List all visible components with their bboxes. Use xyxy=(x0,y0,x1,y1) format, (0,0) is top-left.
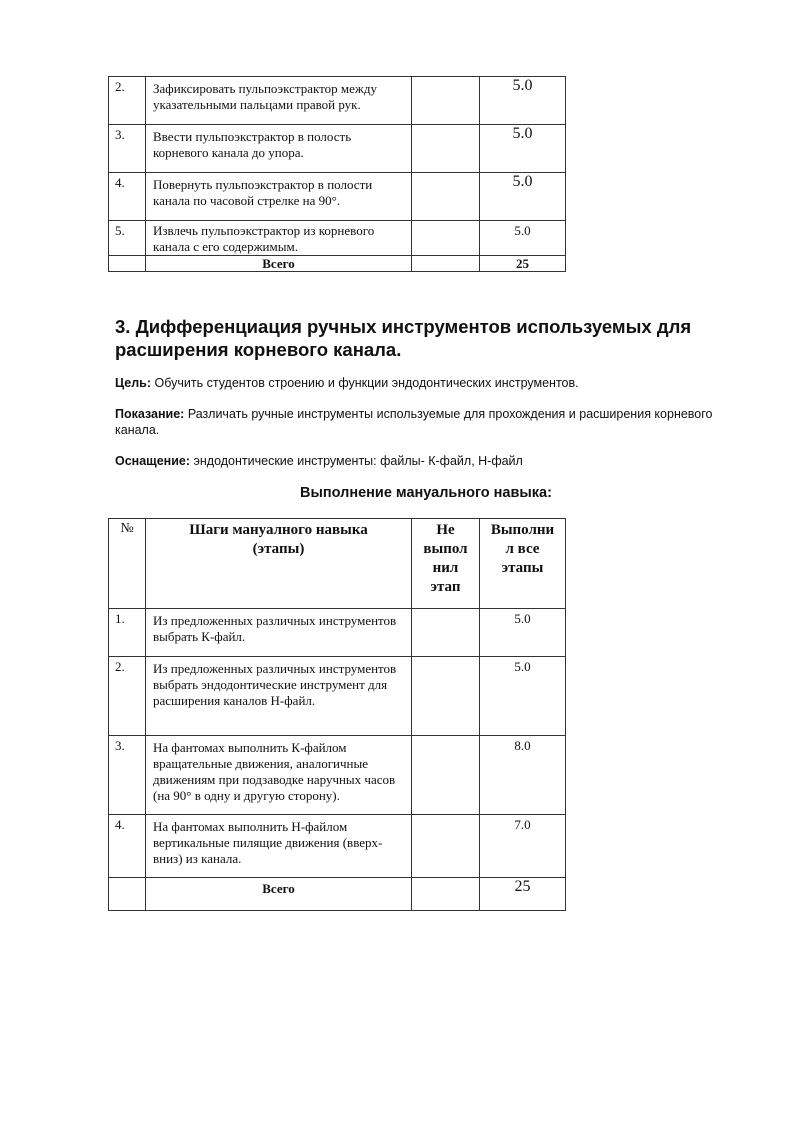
row-number: 4. xyxy=(109,815,146,878)
not-done-cell xyxy=(412,173,480,221)
equipment-label: Оснащение: xyxy=(115,454,191,468)
goal-text: Обучить студентов строению и функции эндодонтических инструментов. xyxy=(154,376,579,390)
not-done-cell xyxy=(412,815,480,878)
table-row xyxy=(109,173,566,221)
indication-label: Показание: xyxy=(115,407,185,421)
score-cell: 5.0 xyxy=(480,125,566,173)
table-row xyxy=(109,77,566,125)
total-value: 25 xyxy=(480,256,566,272)
row-number: 2. xyxy=(109,657,146,736)
not-done-cell xyxy=(412,657,480,736)
empty-cell xyxy=(412,256,480,272)
row-number: 3. xyxy=(109,125,146,173)
total-row xyxy=(109,878,566,911)
manual-skill-table xyxy=(108,518,566,911)
section-title: 3. Дифференциация ручных инструментов используемых для расширения корневого канала. xyxy=(115,316,692,360)
row-number: 3. xyxy=(109,736,146,815)
row-number: 5. xyxy=(109,221,146,256)
table-row xyxy=(109,657,566,736)
row-number: 1. xyxy=(109,609,146,657)
header-steps: Шаги мануалного навыка (этапы) xyxy=(146,519,412,609)
total-label: Всего xyxy=(146,256,412,272)
steps-table-continued xyxy=(108,76,566,272)
step-text: На фантомах выполнить К-файлом вращательные движения, аналогичные движениям при подзаводке наручных часов (на 90° в одну и другую сторону). xyxy=(146,736,412,815)
table-row xyxy=(109,815,566,878)
step-text: Зафиксировать пульпоэкстрактор между указательными пальцами правой рук. xyxy=(146,77,412,125)
subtitle: Выполнение мануального навыка: xyxy=(300,485,552,501)
score-cell: 5.0 xyxy=(480,221,566,256)
header-row xyxy=(109,519,566,609)
score-cell: 5.0 xyxy=(480,173,566,221)
score-cell: 5.0 xyxy=(480,77,566,125)
row-number: 2. xyxy=(109,77,146,125)
total-row xyxy=(109,256,566,272)
equipment-text: эндодонтические инструменты: файлы- К-файл, Н-файл xyxy=(193,454,523,468)
empty-cell xyxy=(412,878,480,911)
not-done-cell xyxy=(412,221,480,256)
table-row xyxy=(109,221,566,256)
score-cell: 5.0 xyxy=(480,609,566,657)
equipment-paragraph xyxy=(115,453,715,469)
not-done-cell xyxy=(412,609,480,657)
header-not-done: Не выпол нил этап xyxy=(412,519,480,609)
not-done-cell xyxy=(412,736,480,815)
step-text: На фантомах выполнить Н-файлом вертикальные пилящие движения (вверх-вниз) из канала. xyxy=(146,815,412,878)
total-value: 25 xyxy=(480,878,566,911)
table-row xyxy=(109,609,566,657)
step-text: Из предложенных различных инструментов выбрать К-файл. xyxy=(146,609,412,657)
step-text: Ввести пульпоэкстрактор в полость корневого канала до упора. xyxy=(146,125,412,173)
step-text: Извлечь пульпоэкстрактор из корневого канала с его содержимым. xyxy=(146,221,412,256)
goal-label: Цель: xyxy=(115,376,152,390)
empty-cell xyxy=(109,878,146,911)
total-label: Всего xyxy=(146,878,412,911)
table-row xyxy=(109,736,566,815)
score-cell: 8.0 xyxy=(480,736,566,815)
row-number: 4. xyxy=(109,173,146,221)
indication-text: Различать ручные инструменты используемые для прохождения и расширения корневого канала. xyxy=(115,407,713,437)
table-row xyxy=(109,125,566,173)
score-cell: 5.0 xyxy=(480,657,566,736)
empty-cell xyxy=(109,256,146,272)
not-done-cell xyxy=(412,125,480,173)
header-done: Выполни л все этапы xyxy=(480,519,566,609)
header-number: № xyxy=(109,519,146,609)
indication-paragraph xyxy=(115,406,715,438)
step-text: Повернуть пульпоэкстрактор в полости канала по часовой стрелке на 90°. xyxy=(146,173,412,221)
not-done-cell xyxy=(412,77,480,125)
step-text: Из предложенных различных инструментов выбрать эндодонтические инструмент для расширения каналов Н-файл. xyxy=(146,657,412,736)
score-cell: 7.0 xyxy=(480,815,566,878)
goal-paragraph xyxy=(115,375,715,391)
